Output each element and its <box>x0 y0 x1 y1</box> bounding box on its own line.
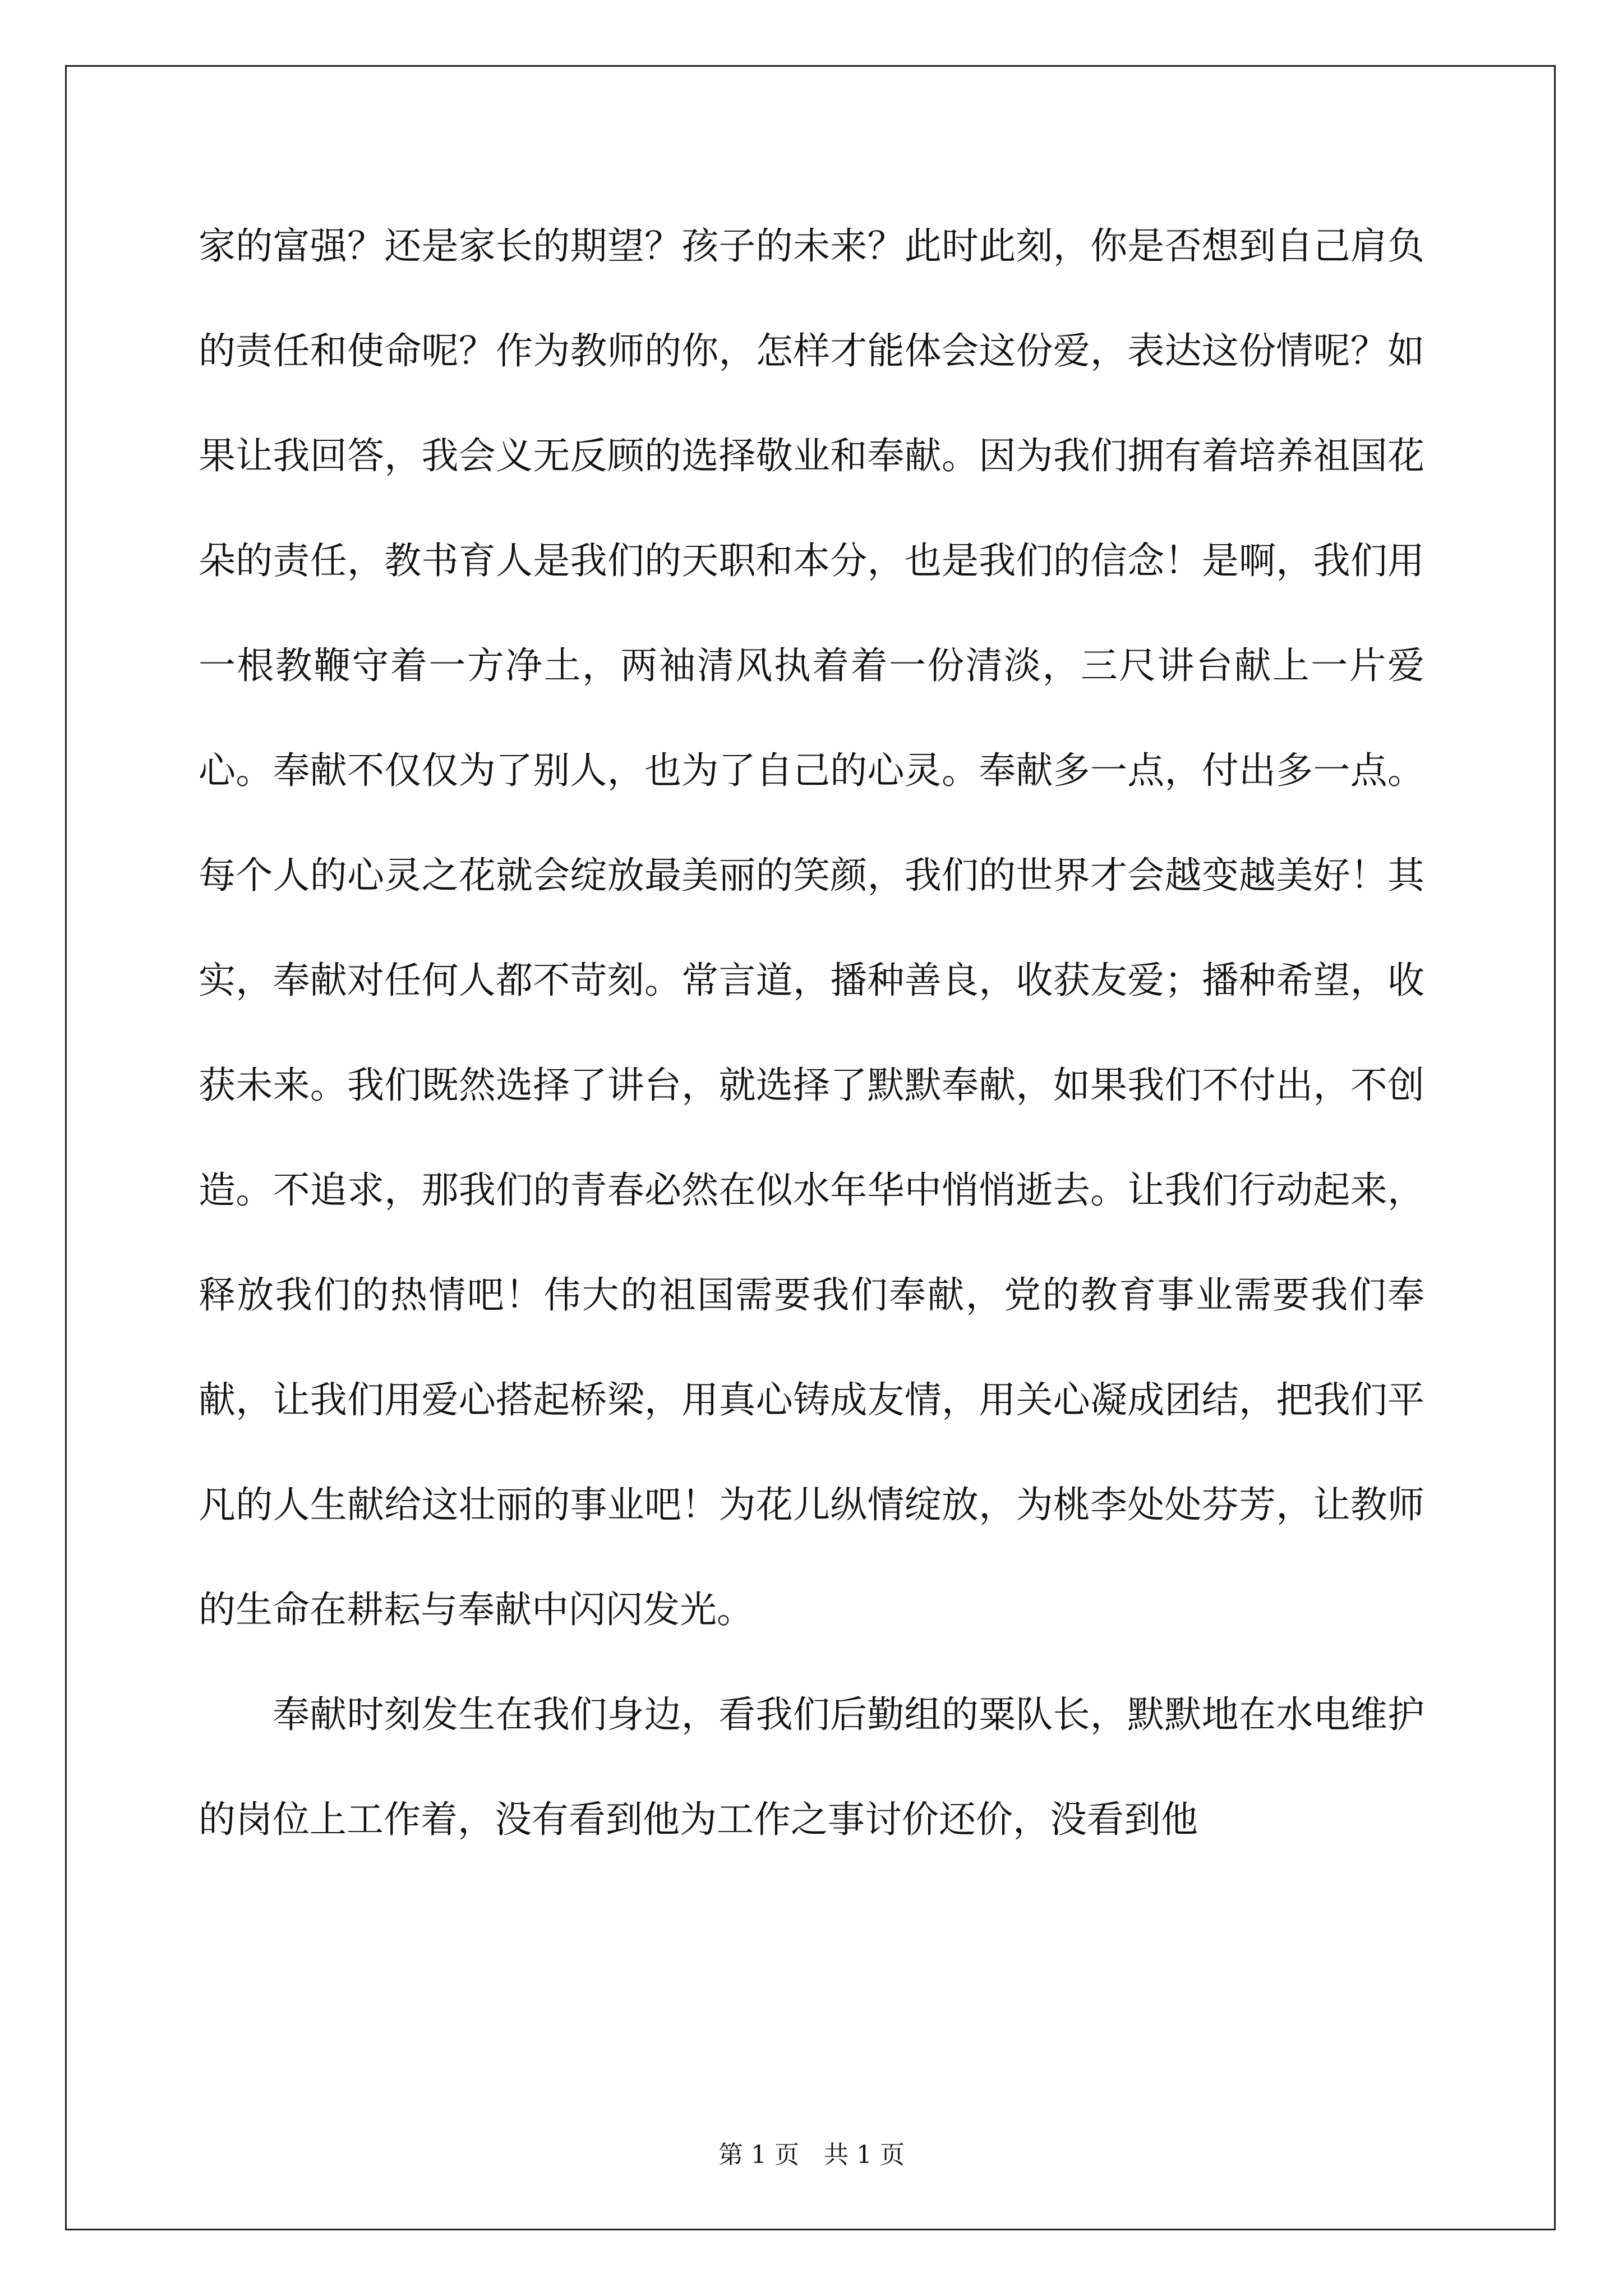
page-number-footer: 第 1 页 共 1 页 <box>718 2141 905 2169</box>
body-paragraph: 家的富强？还是家长的期望？孩子的未来？此时此刻，你是否想到自己肩负的责任和使命呢？作为教师的你，怎样才能体会这份爱，表达这份情呢？如果让我回答，我会义无反顾的选择敬业和奉献。因为我们拥有着培养祖国花朵的责任，教书育人是我们的天职和本分，也是我们的信念！是啊，我们用一根教鞭守着一方净土，两袖清风执着着一份清淡，三尺讲台献上一片爱心。奉献不仅仅为了别人，也为了自己的心灵。奉献多一点，付出多一点。每个人的心灵之花就会绽放最美丽的笑颜，我们的世界才会越变越美好！其实，奉献对任何人都不苛刻。常言道，播种善良，收获友爱；播种希望，收获未来。我们既然选择了讲台，就选择了默默奉献，如果我们不付出，不创造。不追求，那我们的青春必然在似水年华中悄悄逝去。让我们行动起来，释放我们的热情吧！伟大的祖国需要我们奉献，党的教育事业需要我们奉献，让我们用爱心搭起桥梁，用真心铸成友情，用关心凝成团结，把我们平凡的人生献给这壮丽的事业吧！为花儿纵情绽放，为桃李处处芬芳，让教师的生命在耕耘与奉献中闪闪发光。 <box>199 224 1424 1631</box>
document-body <box>199 194 1424 1872</box>
body-paragraph: 奉献时刻发生在我们身边，看我们后勤组的粟队长，默默地在水电维护的岗位上工作着，没有看到他为工作之事讨价还价，没看到他 <box>199 1693 1424 1841</box>
